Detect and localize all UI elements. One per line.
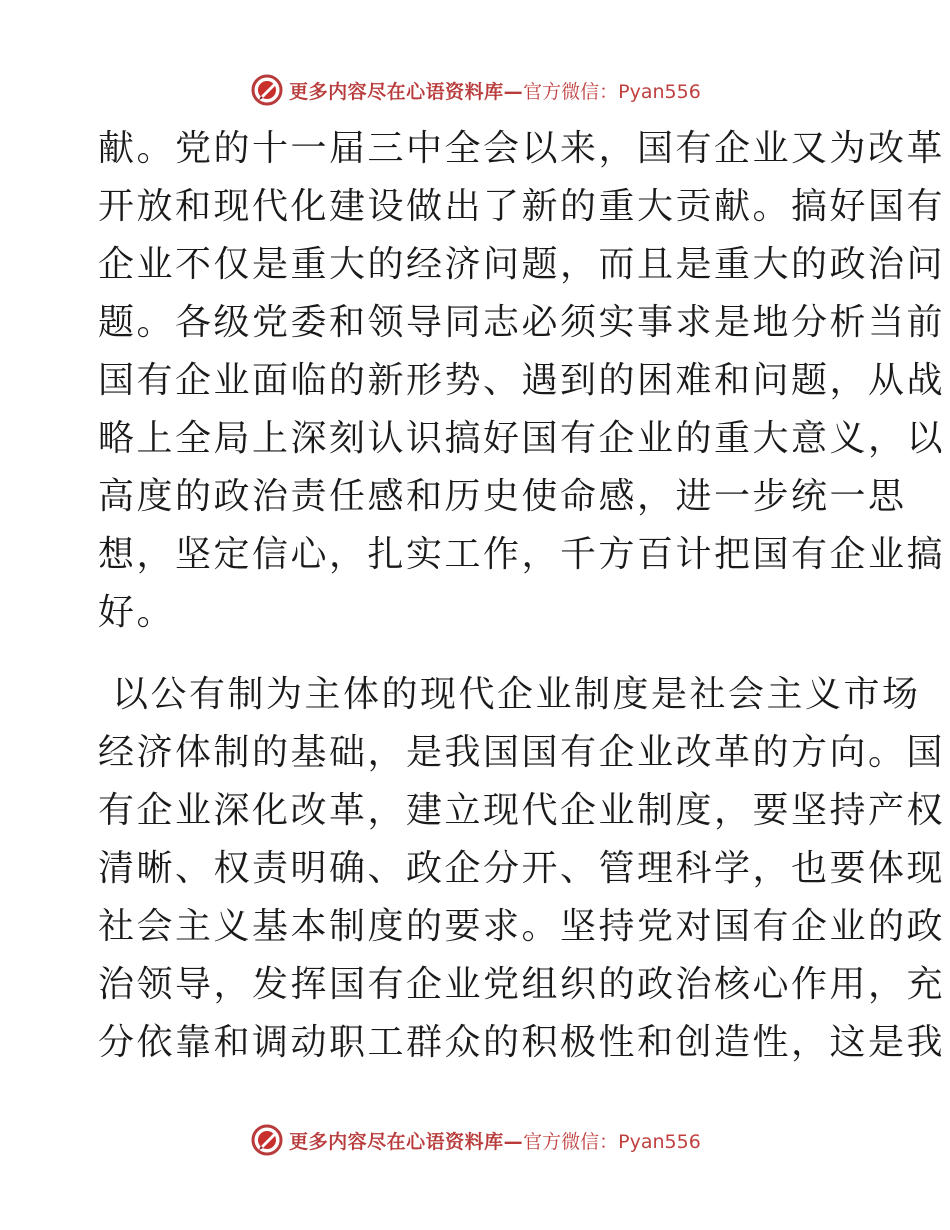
text-line: 好。 xyxy=(98,592,176,633)
paragraph-1 xyxy=(98,120,946,642)
text-line: 经济体制的基础，是我国国有企业改革的方向。国 xyxy=(98,732,946,773)
text-line: 略上全局上深刻认识搞好国有企业的重大意义，以 xyxy=(98,418,946,459)
text-line: 企业不仅是重大的经济问题，而且是重大的政治问 xyxy=(98,244,946,285)
text-line: 以公有制为主体的现代企业制度是社会主义市场 xyxy=(98,674,921,715)
text-line: 高度的政治责任感和历史使命感，进一步统一思 xyxy=(98,476,907,517)
paragraph-2 xyxy=(98,666,946,1072)
text-line: 社会主义基本制度的要求。坚持党对国有企业的政 xyxy=(98,906,946,947)
text-line: 治领导，发挥国有企业党组织的政治核心作用，充 xyxy=(98,964,946,1005)
text-line: 国有企业面临的新形势、遇到的困难和问题，从战 xyxy=(98,360,946,401)
text-line: 有企业深化改革，建立现代企业制度，要坚持产权 xyxy=(98,790,946,831)
text-line: 分依靠和调动职工群众的积极性和创造性，这是我 xyxy=(98,1022,946,1063)
header-brand-text: 更多内容尽在心语资料库— xyxy=(289,80,524,103)
text-line: 献。党的十一届三中全会以来，国有企业又为改革 xyxy=(98,128,946,169)
text-line: 想，坚定信心，扎实工作，千方百计把国有企业搞 xyxy=(98,534,946,575)
footer-banner xyxy=(0,1120,950,1160)
text-line: 清晰、权责明确、政企分开、管理科学，也要体现 xyxy=(98,848,946,889)
pen-logo-icon xyxy=(249,72,285,108)
document-body xyxy=(98,120,946,1072)
footer-brand-text: 更多内容尽在心语资料库— xyxy=(289,1130,524,1153)
header-banner xyxy=(0,70,950,110)
pen-logo-icon xyxy=(249,1122,285,1158)
paragraph-spacer xyxy=(98,642,853,666)
footer-wechat-text: 官方微信：Pyan556 xyxy=(523,1130,701,1153)
text-line: 题。各级党委和领导同志必须实事求是地分析当前 xyxy=(98,302,946,343)
text-line: 开放和现代化建设做出了新的重大贡献。搞好国有 xyxy=(98,186,946,227)
header-wechat-text: 官方微信：Pyan556 xyxy=(523,80,701,103)
